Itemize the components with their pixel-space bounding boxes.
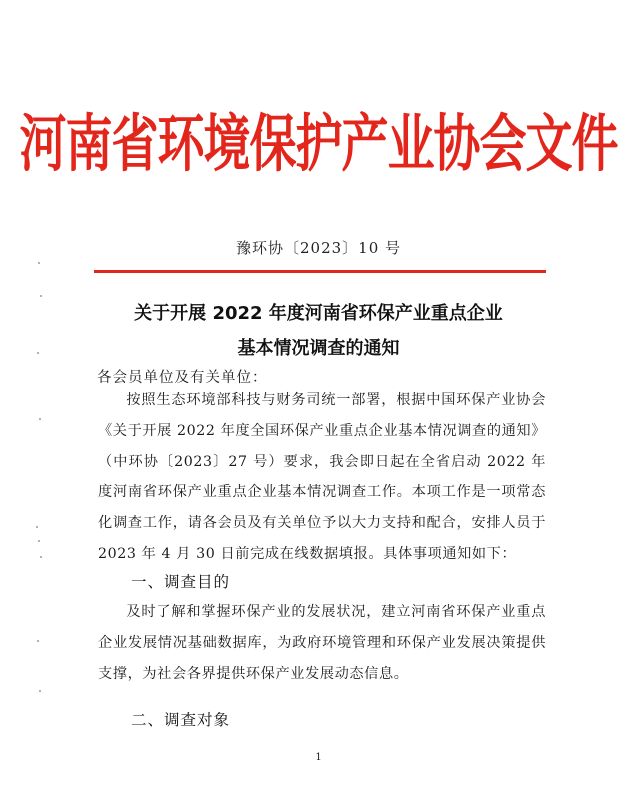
notice-title-line-1: 关于开展 2022 年度河南省环保产业重点企业: [134, 303, 503, 324]
notice-title-line-2: 基本情况调查的通知: [237, 338, 400, 359]
scan-speck: [40, 556, 42, 558]
scan-speck: [38, 540, 40, 542]
masthead-title: 河南省环境保护产业协会文件: [19, 108, 618, 181]
scan-speck: [38, 262, 40, 264]
section-heading-2: 二、调查对象: [131, 711, 231, 729]
scan-speck: [36, 526, 38, 528]
section-heading-1: 一、调查目的: [131, 573, 231, 591]
scan-speck: [39, 690, 41, 692]
scan-speck: [39, 418, 41, 420]
scan-speck: [40, 295, 42, 297]
document-number: 豫环协〔2023〕10 号: [235, 239, 402, 257]
salutation: 各会员单位及有关单位：: [97, 370, 268, 386]
scan-speck: [37, 352, 39, 354]
body-paragraph-2: 及时了解和掌握环保产业的发展状况，建立河南省环保产业重点企业发展情况基础数据库，为政府环境管理和环保产业发展决策提供支撑，为社会各界提供环保产业发展动态信息。: [98, 604, 546, 682]
scan-speck: [37, 640, 39, 642]
red-divider-line: [94, 270, 546, 273]
page-number: 1: [315, 752, 322, 763]
body-paragraph-1: 按照生态环境部科技与财务司统一部署，根据中国环保产业协会《关于开展 2022 年度全国环保产业重点企业基本情况调查的通知》（中环协〔2023〕27 号）要求，我会即日起在全省启动 2022 年度河南省环保产业重点企业基本情况调查工作。本项工作是一项常态化调查工作，请各会员及有关单位予以大力支持和配合，安排人员于 2023 年 4 月 30 日前完成在线数据填报。具体事项通知如下：: [98, 392, 546, 562]
